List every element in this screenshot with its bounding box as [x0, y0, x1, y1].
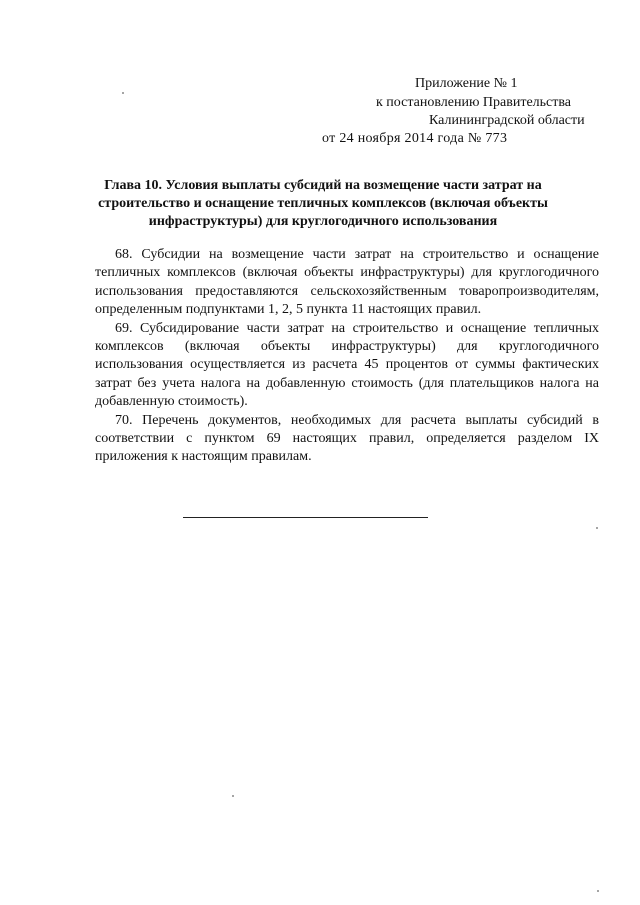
- appendix-number: Приложение № 1: [415, 76, 518, 91]
- scan-speck: [596, 527, 598, 529]
- appendix-resolution-ref: к постановлению Правительства: [376, 95, 572, 110]
- scan-speck: [597, 890, 599, 892]
- paragraph-70: 70. Перечень документов, необходимых для расчета выплаты субсидий в соответствии с пунктом 69 настоящих правил, определяется разделом IX приложения к настоящим правилам.: [95, 412, 599, 465]
- scan-speck: [232, 795, 234, 797]
- scan-speck: [122, 92, 124, 94]
- closing-rule: [183, 517, 428, 518]
- chapter-heading: Глава 10. Условия выплаты субсидий на возмещение части затрат на строительство и оснащение тепличных комплексов (включая объекты инфраструктуры) для круглогодичного использования: [98, 178, 548, 229]
- chapter-body: [95, 246, 599, 467]
- appendix-date-number: от 24 ноября 2014 года № 773: [322, 131, 508, 146]
- appendix-region: Калининградской области: [429, 113, 585, 128]
- paragraph-69: 69. Субсидирование части затрат на строительство и оснащение тепличных комплексов (включая объекты инфраструктуры) для круглогодичного использования осуществляется из расчета 45 процентов от суммы фактических затрат без учета налога на добавленную стоимость (для плательщиков налога на добавленную стоимость).: [95, 320, 599, 410]
- paragraph-68: 68. Субсидии на возмещение части затрат на строительство и оснащение тепличных комплексов (включая объекты инфраструктуры) для круглогодичного использования предоставляются сельскохозяйственным товаропроизводителям, определенным подпунктами 1, 2, 5 пункта 11 настоящих правил.: [95, 247, 599, 318]
